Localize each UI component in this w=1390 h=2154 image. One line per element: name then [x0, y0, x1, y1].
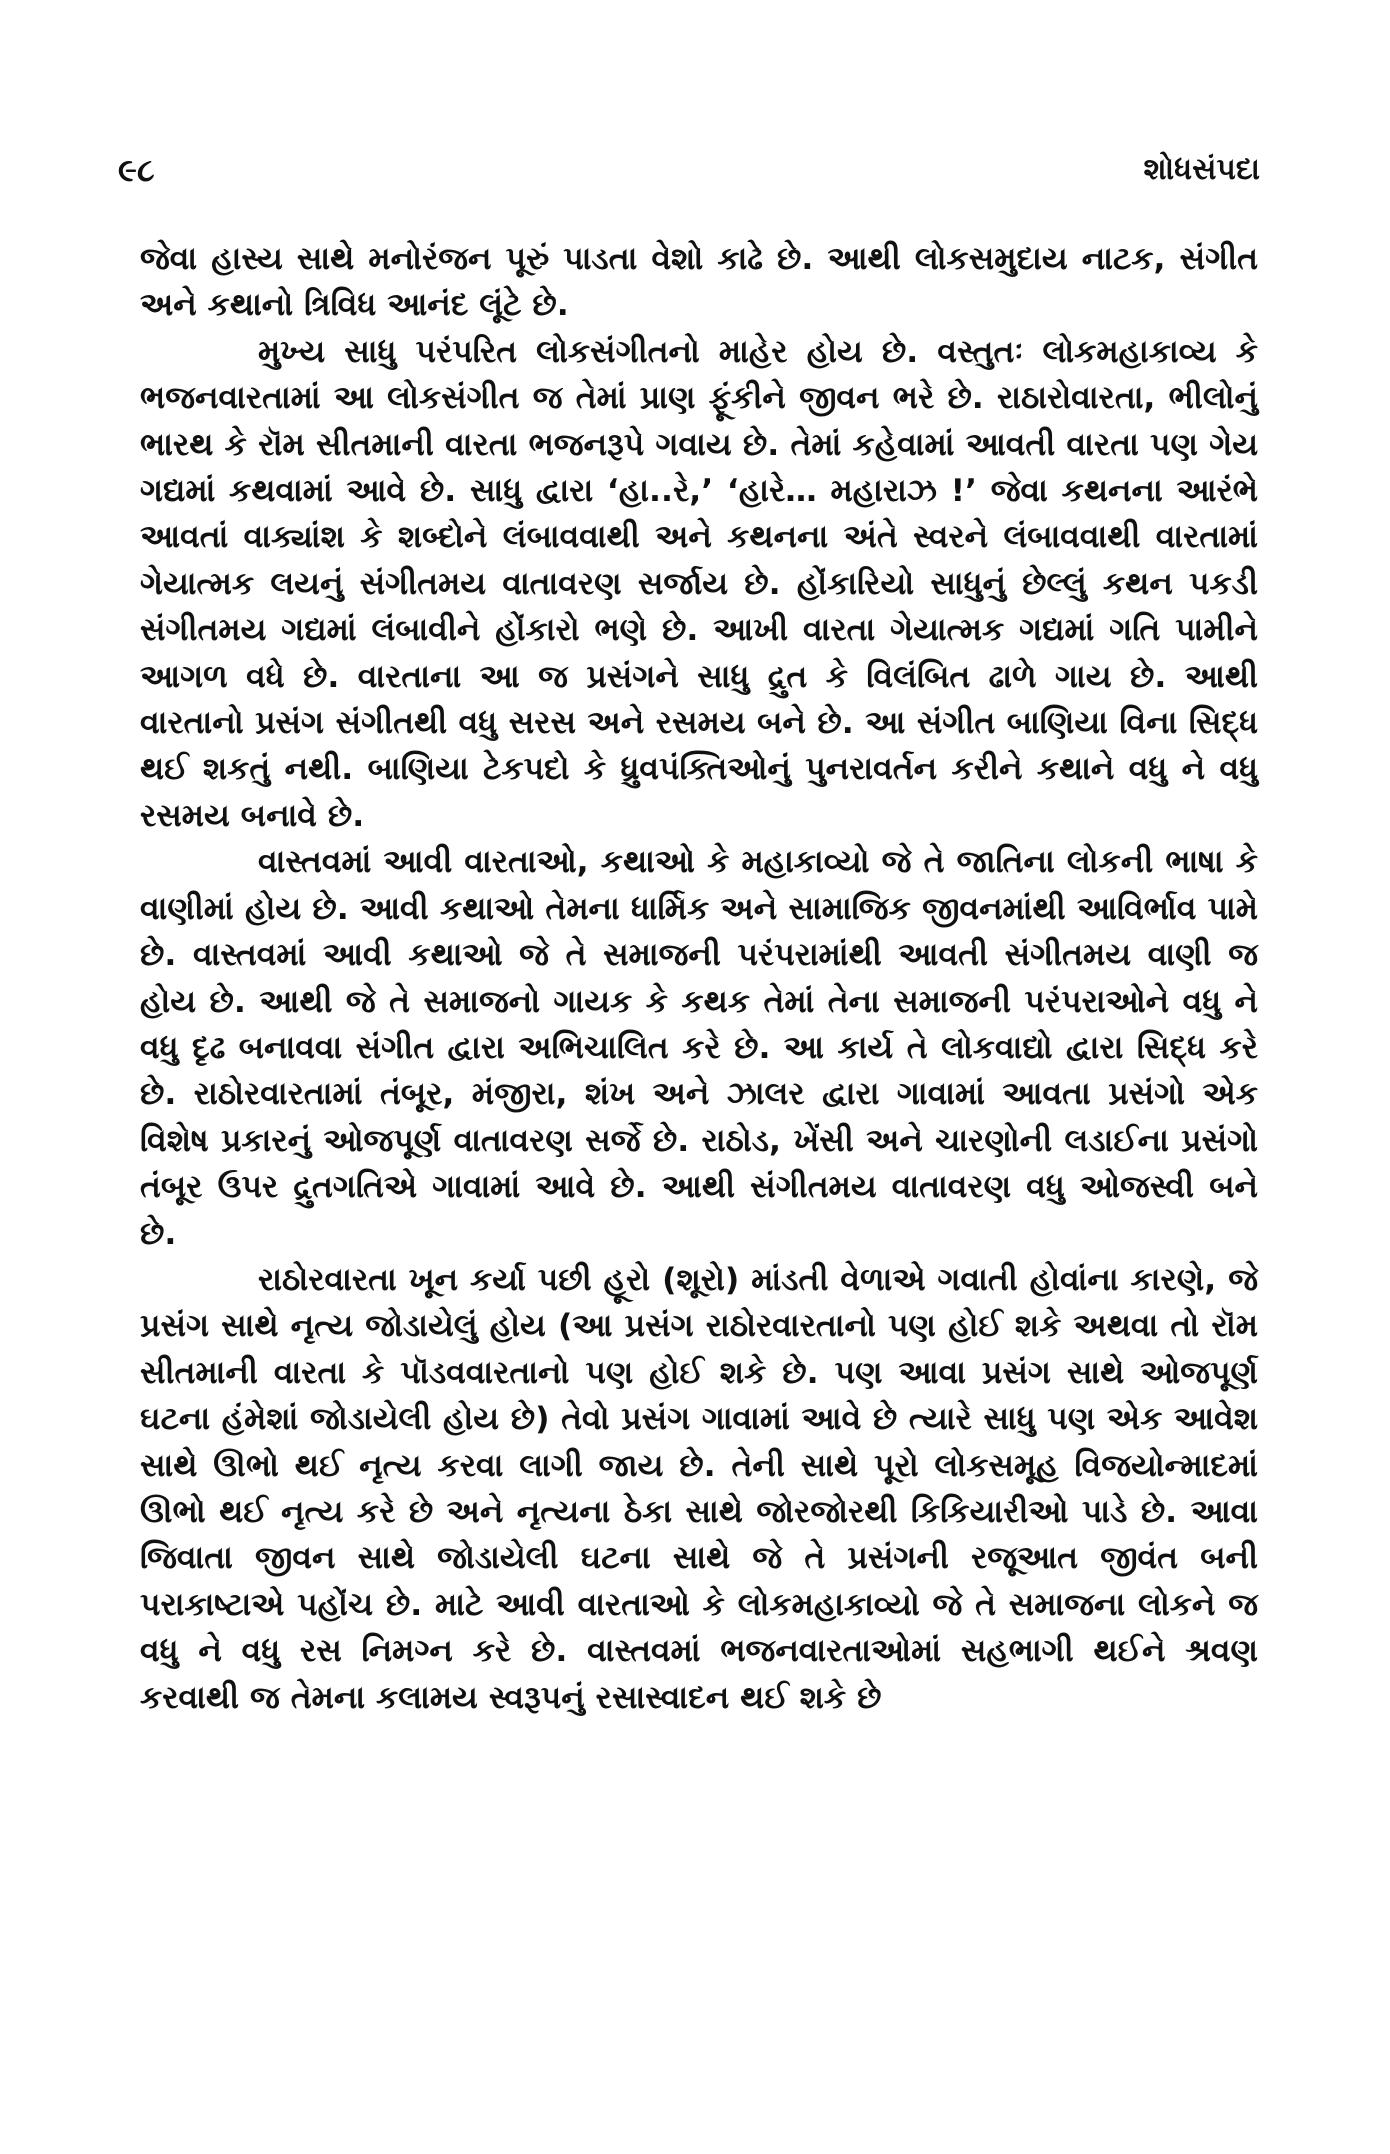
page-header [118, 150, 1260, 190]
running-head: શોધસંપદા [1143, 152, 1260, 187]
paragraph: મુખ્ય સાધુ પરંપરિત લોકસંગીતનો માહેર હોય છે. વસ્તુતઃ લોકમહાકાવ્ય કે ભજનવારતામાં આ લોકસંગીત જ તેમાં પ્રાણ ફૂંકીને જીવન ભરે છે. રાઠારોવારતા, ભીલોનું ભારથ કે રૉમ સીતમાની વારતા ભજનરૂપે ગવાય છે. તેમાં કહેવામાં આવતી વારતા પણ ગેય ગદ્યમાં કથવામાં આવે છે. સાધુ દ્વારા ‘હા..રે,’ ‘હારે… મહારાઝ !’ જેવા કથનના આરંભે આવતાં વાક્યાંશ કે શબ્દોને લંબાવવાથી અને કથનના અંતે સ્વરને લંબાવવાથી વારતામાં ગેયાત્મક લયનું સંગીતમય વાતાવરણ સર્જાય છે. હોંકારિયો સાધુનું છેલ્લું કથન પકડી સંગીતમય ગદ્યમાં લંબાવીને હોંકારો ભણે છે. આખી વારતા ગેયાત્મક ગદ્યમાં ગતિ પામીને આગળ વધે છે. વારતાના આ જ પ્રસંગને સાધુ દ્રુત કે વિલંબિત ઢાળે ગાય છે. આથી વારતાનો પ્રસંગ સંગીતથી વધુ સરસ અને રસમય બને છે. આ સંગીત બાણિયા વિના સિદ્ધ થઈ શકતું નથી. બાણિયા ટેકપદો કે ધ્રુવપંક્તિઓનું પુનરાવર્તન કરીને કથાને વધુ ને વધુ રસમય બનાવે છે. [140, 333, 1258, 834]
paragraph: વાસ્તવમાં આવી વારતાઓ, કથાઓ કે મહાકાવ્યો જે તે જાતિના લોકની ભાષા કે વાણીમાં હોય છે. આવી કથાઓ તેમના ધાર્મિક અને સામાજિક જીવનમાંથી આવિર્ભાવ પામે છે. વાસ્તવમાં આવી કથાઓ જે તે સમાજની પરંપરામાંથી આવતી સંગીતમય વાણી જ હોય છે. આથી જે તે સમાજનો ગાયક કે કથક તેમાં તેના સમાજની પરંપરાઓને વધુ ને વધુ દૃઢ બનાવવા સંગીત દ્વારા અભિચાલિત કરે છે. આ કાર્ય તે લોકવાદ્યો દ્વારા સિદ્ધ કરે છે. રાઠોરવારતામાં તંબૂર, મંજીરા, શંખ અને ઝાલર દ્વારા ગાવામાં આવતા પ્રસંગો એક વિશેષ પ્રકારનું ઓજપૂર્ણ વાતાવરણ સર્જે છે. રાઠોડ, ખેંસી અને ચારણોની લડાઈના પ્રસંગો તંબૂર ઉપર દ્રુતગતિએ ગાવામાં આવે છે. આથી સંગીતમય વાતાવરણ વધુ ઓજસ્વી બને છે. [140, 844, 1258, 1252]
paragraph-continued: જેવા હાસ્ય સાથે મનોરંજન પૂરું પાડતા વેશો કાઢે છે. આથી લોકસમુદાય નાટક, સંગીત અને કથાનો ત્રિવિધ આનંદ લૂંટે છે. [140, 241, 1258, 324]
body-text [140, 236, 1258, 1721]
paragraph: રાઠોરવારતા ખૂન કર્યા પછી હૂરો (શૂરો) માંડતી વેળાએ ગવાતી હોવાંના કારણે, જે પ્રસંગ સાથે નૃત્ય જોડાયેલું હોય (આ પ્રસંગ રાઠોરવારતાનો પણ હોઈ શકે અથવા તો રૉમ સીતમાની વારતા કે પૉડવવારતાનો પણ હોઈ શકે છે. પણ આવા પ્રસંગ સાથે ઓજપૂર્ણ ઘટના હંમેશાં જોડાયેલી હોય છે) તેવો પ્રસંગ ગાવામાં આવે છે ત્યારે સાધુ પણ એક આવેશ સાથે ઊભો થઈ નૃત્ય કરવા લાગી જાય છે. તેની સાથે પૂરો લોકસમૂહ વિજયોન્માદમાં ઊભો થઈ નૃત્ય કરે છે અને નૃત્યના ઠેકા સાથે જોરજોરથી કિકિયારીઓ પાડે છે. આવા જિવાતા જીવન સાથે જોડાયેલી ઘટના સાથે જે તે પ્રસંગની રજૂઆત જીવંત બની પરાકાષ્ટાએ પહોંચ છે. માટે આવી વારતાઓ કે લોકમહાકાવ્યો જે તે સમાજના લોકને જ વધુ ને વધુ રસ નિમગ્ન કરે છે. વાસ્તવમાં ભજનવારતાઓમાં સહભાગી થઈને શ્રવણ કરવાથી જ તેમના કલામય સ્વરૂપનું રસાસ્વાદન થઈ શકે છે [140, 1261, 1258, 1716]
page-number: ૯૮ [118, 151, 155, 189]
